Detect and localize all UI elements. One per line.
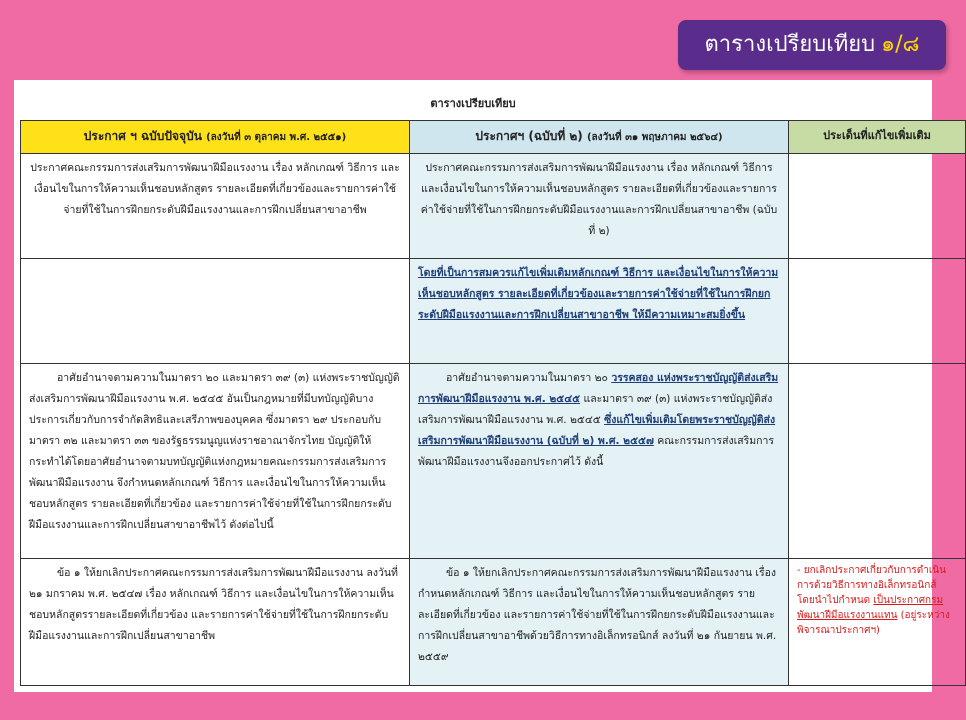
document-image — [14, 80, 950, 692]
document-title: ตารางเปรียบเทียบ — [430, 97, 516, 110]
table-row — [21, 259, 966, 364]
row2-col2-cell — [410, 259, 789, 364]
row2-preamble-text: โดยที่เป็นการสมควรแก้ไขเพิ่มเติมหลักเกณฑ์ วิธีการ และเงื่อนไขในการให้ความเห็นชอบหลักสูตร รายละเอียดที่เกี่ยวข้องและรายการค่าใช้จ่ายที่ใช้ในการฝึกยกระดับฝีมือแรงงานและการฝึกเปลี่ยนสาขาอาชีพ ให้มีความเหมาะสมยิ่งขึ้น — [418, 267, 779, 321]
row3-col3-cell — [789, 364, 966, 559]
header-current-announcement — [21, 121, 410, 154]
row3-col2-part-d: ซึ่งแก้ไขเพิ่มเติมโดยพระราชบัญญัติส่งเสริมการพัฒนาฝีมือแรงงาน (ฉบับที่ ๒) พ.ศ. ๒๕๕๗ — [418, 414, 776, 447]
row3-col2-part-b: วรรคสอง แห่งพระราชบัญญัติส่งเสริมการพัฒนาฝีมือแรงงาน พ.ศ. ๒๕๔๕ — [418, 372, 779, 405]
row3-col2-part-e: คณะกรรมการส่งเสริมการพัฒนาฝีมือแรงงานจึงออกประกาศไว้ ดังนี้ — [418, 435, 775, 468]
row4-col3-part-a: - ยกเลิกประกาศเกี่ยวกับการดำเนินการด้วยวิธีการทางอิเล็กทรอนิกส์ โดยนำไปกำหนด — [797, 565, 946, 606]
header-col1-main: ประกาศ ฯ ฉบับปัจจุบัน — [83, 129, 202, 143]
header-col1-sub: (ลงวันที่ ๓ ตุลาคม พ.ศ. ๒๕๕๑) — [206, 132, 347, 143]
table-row — [21, 154, 966, 259]
row3-col2-part-c: และมาตรา ๓๙ (๓) แห่งพระราชบัญญัติส่งเสริมการพัฒนาฝีมือแรงงาน พ.ศ. ๒๕๔๕ — [418, 393, 773, 426]
row4-col3-part-b: เป็นประกาศกรมพัฒนาฝีมือแรงงานแทน — [797, 595, 944, 621]
table-row — [21, 364, 966, 559]
row4-col3-cell — [789, 559, 966, 686]
row3-col1-cell: อาศัยอำนาจตามความในมาตรา ๒๐ และมาตรา ๓๙ (๓) แห่งพระราชบัญญัติส่งเสริมการพัฒนาฝีมือแรงงาน พ.ศ. ๒๕๔๕ อันเป็นกฎหมายที่มีบทบัญญัติบางประการเกี่ยวกับการจำกัดสิทธิและเสรีภาพของบุคคล ซึ่งมาตรา ๒๙ ประกอบกับมาตรา ๓๒ และมาตรา ๓๓ ของรัฐธรรมนูญแห่งราชอาณาจักรไทย บัญญัติให้กระทำได้โดยอาศัยอำนาจตามบทบัญญัติแห่งกฎหมายคณะกรรมการส่งเสริมการพัฒนาฝีมือแรงงาน จึงกำหนดหลักเกณฑ์ วิธีการ และเงื่อนไขในการให้ความเห็นชอบหลักสูตร รายละเอียดที่เกี่ยวข้อง และรายการค่าใช้จ่ายที่ใช้ในการฝึกยกระดับฝีมือแรงงานและการฝึกเปลี่ยนสาขาอาชีพไว้ ดังต่อไปนี้ — [21, 364, 410, 559]
row1-col1-cell: ประกาศคณะกรรมการส่งเสริมการพัฒนาฝีมือแรงงาน เรื่อง หลักเกณฑ์ วิธีการ และเงื่อนไขในการให้ความเห็นชอบหลักสูตร รายละเอียดที่เกี่ยวข้องและรายการค่าใช้จ่ายที่ใช้ในการฝึกยกระดับฝีมือแรงงานและการฝึกเปลี่ยนสาขาอาชีพ — [21, 154, 410, 259]
header-second-announcement — [410, 121, 789, 154]
row4-col1-cell: ข้อ ๑ ให้ยกเลิกประกาศคณะกรรมการส่งเสริมการพัฒนาฝีมือแรงงาน ลงวันที่ ๒๑ มกราคม พ.ศ. ๒๕๔๗ เรื่อง หลักเกณฑ์ วิธีการ และเงื่อนไขในการให้ความเห็นชอบหลักสูตรรายละเอียดที่เกี่ยวข้อง และรายการค่าใช้จ่ายที่ใช้ในการฝึกยกระดับฝีมือแรงงานและการฝึกเปลี่ยนสาขาอาชีพ — [21, 559, 410, 686]
table-row — [21, 559, 966, 686]
row3-col2-part-a: อาศัยอำนาจตามความในมาตรา ๒๐ — [446, 372, 608, 384]
table-header-row — [21, 121, 966, 154]
header-col2-sub: (ลงวันที่ ๓๑ พฤษภาคม ๒๕๖๔) — [586, 132, 723, 143]
header-amendments: ประเด็นที่แก้ไขเพิ่มเติม — [789, 121, 966, 154]
row4-col3-part-c: (อยู่ระหว่างพิจารณาประกาศฯ) — [797, 610, 950, 636]
row3-col2-cell — [410, 364, 789, 559]
slide-title: ตารางเปรียบเทียบ — [704, 32, 876, 57]
slide-title-badge — [678, 20, 946, 70]
row2-col1-cell — [21, 259, 410, 364]
header-col2-main: ประกาศฯ (ฉบับที่ ๒) — [475, 129, 583, 143]
row1-col3-cell — [789, 154, 966, 259]
row2-col3-cell — [789, 259, 966, 364]
comparison-table — [20, 120, 966, 686]
row4-col2-cell: ข้อ ๑ ให้ยกเลิกประกาศคณะกรรมการส่งเสริมการพัฒนาฝีมือแรงงาน เรื่อง กำหนดหลักเกณฑ์ วิธีการ และเงื่อนไขในการให้ความเห็นชอบหลักสูตร รายละเอียดที่เกี่ยวข้อง และรายการค่าใช้จ่ายที่ใช้ในการฝึกยกระดับฝีมือแรงงานและการฝึกเปลี่ยนสาขาอาชีพด้วยวิธีการทางอิเล็กทรอนิกส์ ลงวันที่ ๒๑ กันยายน พ.ศ. ๒๕๕๙ — [410, 559, 789, 686]
slide-page-number: ๑/๘ — [881, 32, 920, 57]
row1-col2-cell: ประกาศคณะกรรมการส่งเสริมการพัฒนาฝีมือแรงงาน เรื่อง หลักเกณฑ์ วิธีการ และเงื่อนไขในการให้ความเห็นชอบหลักสูตร รายละเอียดที่เกี่ยวข้องและรายการค่าใช้จ่ายที่ใช้ในการฝึกยกระดับฝีมือแรงงานและการฝึกเปลี่ยนสาขาอาชีพ (ฉบับที่ ๒) — [410, 154, 789, 259]
